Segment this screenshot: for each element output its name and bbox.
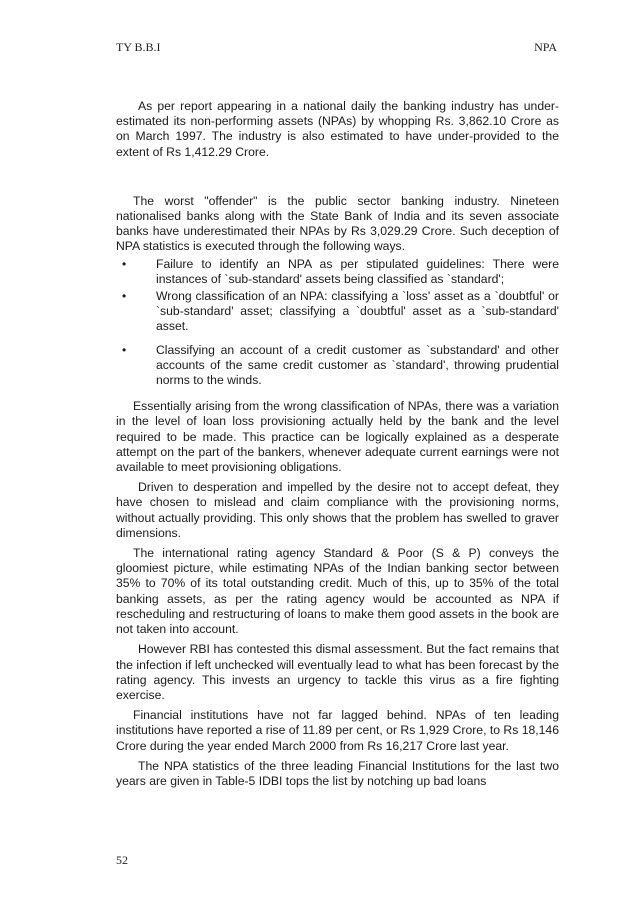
list-item — [116, 343, 559, 389]
list-item-text: Wrong classification of an NPA: classifying a `loss' asset as a `doubtful' or `sub-standard' asset; classifying a `doubtful' asset as a `sub-standard' asset. — [156, 289, 559, 334]
paragraph-financial-institutions: Financial institutions have not far lagged behind. NPAs of ten leading institutions have reported a rise of 11.89 per cent, or Rs 1,929 Crore, to Rs 18,146 Crore during the year ended March 2000 from Rs 16,217 Crore last year. — [116, 708, 559, 753]
paragraph-rbi: However RBI has contested this dismal assessment. But the fact remains that the infection if left unchecked will eventually lead to what has been forecast by the rating agency. This invests an urgency to tackle this virus as a fire fighting exercise. — [116, 642, 559, 702]
paragraph-offender: The worst "offender" is the public sector banking industry. Nineteen nationalised banks along with the State Bank of India and its seven associate banks have underestimated their NPAs by Rs 3,029.29 Crore. Such deception of NPA statistics is executed through the following ways. — [116, 193, 559, 254]
header-chapter-title: NPA — [534, 40, 557, 54]
list-item — [116, 289, 559, 335]
bullet-icon: • — [122, 289, 127, 304]
page-number: 52 — [116, 853, 128, 867]
page-body — [116, 99, 559, 789]
deception-methods-list — [116, 257, 559, 389]
paragraph-npa-statistics: The NPA statistics of the three leading Financial Institutions for the last two years are given in Table-5 IDBI tops the list by notching up bad loans — [116, 758, 559, 788]
paragraph-classification: Essentially arising from the wrong classification of NPAs, there was a variation in the level of loan loss provisioning actually held by the bank and the level required to be made. This practice can be logically explained as a desperate attempt on the part of the bankers, whenever adequate current earnings were not available to meet provisioning obligations. — [116, 399, 559, 475]
list-item-text: Classifying an account of a credit customer as `substandard' and other accounts of the same credit customer as `standard', throwing prudential norms to the winds. — [156, 342, 559, 388]
paragraph-desperation: Driven to desperation and impelled by the desire not to accept defeat, they have chosen to mislead and claim compliance with the provisioning norms, without actually providing. This only shows that the problem has swelled to graver dimensions. — [116, 480, 559, 540]
bullet-icon: • — [122, 256, 127, 271]
bullet-icon: • — [122, 342, 127, 357]
list-item-text: Failure to identify an NPA as per stipulated guidelines: There were instances of `sub-standard' assets being classified as `standard'; — [156, 256, 559, 286]
header-course-title: TY B.B.I — [116, 40, 161, 54]
list-item — [116, 257, 559, 287]
paragraph-intro: As per report appearing in a national daily the banking industry has under-estimated its non-performing assets (NPAs) by whopping Rs. 3,862.10 Crore as on March 1997. The industry is also estimated to have under-provided to the extent of Rs 1,412.29 Crore. — [116, 99, 559, 159]
paragraph-rating-agency: The international rating agency Standard & Poor (S & P) conveys the gloomiest picture, while estimating NPAs of the Indian banking sector between 35% to 70% of its total outstanding credit. Much of this, up to 35% of the total banking assets, as per the rating agency would be accounted as NPA if rescheduling and restructuring of loans to make them good assets in the book are not taken into account. — [116, 546, 559, 637]
